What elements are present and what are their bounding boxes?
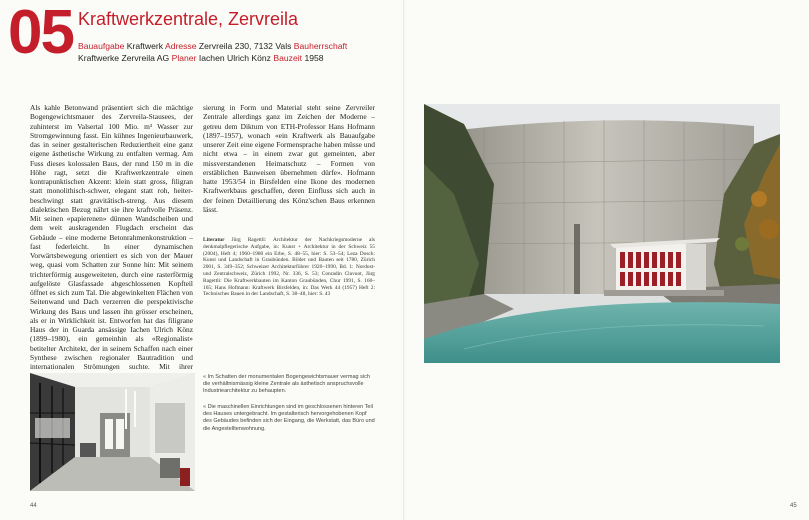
page-gutter: [403, 0, 405, 520]
meta-value: Iachen Ulrich Könz: [198, 53, 271, 63]
meta-key: Bauzeit: [273, 53, 303, 63]
building-facts: [78, 40, 378, 64]
literature-label: Literatur: [203, 237, 225, 243]
chapter-number: 05: [8, 0, 73, 67]
body-text-column-2: sierung in Form und Material steht seine Zervreiler Zentrale allerdings ganz im Zeichen der Moderne – getreu dem Diktum von ETH-Professor Hans Hofmann (1897–1957), wonach «ein Kraftwerk als Bauaufgabe unserer Zeit eine eigene Formensprache haben müsse und nicht etwa – in einem zwar gut gemeinten, aber missverstandenen Heimatschutz – Formen von erstäblichen Bauweisen übernehmen dürfe». Hofmann hatte 1953/54 in Birsfelden eine Ikone des modernen Kraftwerkbaus geschaffen, deren Einfluss sich auch in der feinen Detaillierung des Könz'schen Baus erkennen lässt.: [203, 103, 375, 214]
caption-1: « Im Schatten der monumentalen Bogengewichtsmauer vermag sich die verhältnismässig kleine Zentrale als ästhetisch anspruchsvolle Industriearchitektur zu behaupten.: [203, 374, 370, 395]
meta-value: Kraftwerk: [126, 41, 164, 51]
meta-value: 1958: [304, 53, 324, 63]
page-number-left: 44: [30, 503, 37, 509]
meta-value: Kraftwerke Zervreila AG: [78, 53, 170, 63]
meta-key: Adresse: [164, 41, 197, 51]
literature-text: Jürg Ragettli: Architektur der Nachkriegsmoderne als denkmalpflegerische Aufgabe, in: Kunst + Architektur in der Schweiz 55 (2004), Heft 4; 1960–1980 ein Erbe, S. 48–55, hier: S. 53–54; Leza Dosch: Kunst und Landschaft in Graubünden. Bilder und Bauten seit 1780, Zürich 2001, S. 349–352; Schweizer Architekturführer 1920–1990, Bd. 1: Nordost- und Zentralschweiz, Zürich 1992, Nr. 336, S. 53; Conradin Clavuot, Jürg Ragettli: Die Kraftwerkbauten im Kanton Graubünden, Chur 1991, S. 160–165; Hans Hofmann: Kraftwerk Birsfelden, in: Das Werk 44 (1957) Heft 2: Technisches Bauen in der Landschaft, S. 38–48, hier: S. 43: [203, 237, 375, 298]
caption-2: « Die maschinellen Einrichtungen sind im geschlossenen hinteren Teil des Hauses untergebracht. Im gestalterisch hervorgehobenen Kopf des Gebäudes befinden sich der Eingang, die Werkstatt, das Büro und die Angestelltenwohnung.: [203, 404, 375, 432]
meta-value: Zervreila 230, 7132 Vals: [198, 41, 292, 51]
page-number-right: 45: [790, 503, 797, 509]
meta-key: Bauaufgabe: [78, 41, 125, 51]
page-title: Kraftwerkzentrale, Zervreila: [78, 9, 299, 29]
meta-key: Planer: [171, 53, 197, 63]
body-text-column-1: Als kahle Betonwand präsentiert sich die mächtige Bogengewichtsmauer des Zervreila-Stausees, der zuhinterst im Valsertal 100 Mio. m³ Wasser zur Stromgewinnung fasst. Ein kühnes Ingenieurbauwerk, das in seiner gestalterischen Reduziertheit eine ganz eigene ästhetische Wirkung zu entfalten vermag. Am Fuss dieses kolossalen Baus, der rund 150 m in die Höhe ragt, setzt die Kraftwerkzentrale einen kontrapunktischen Akzent: klein statt gross, filigran statt monolithisch-schwer, elegant statt roh, heiter-beschwingt statt gravitätisch-streng. Aus diesem dialektischen Bezug nährt sie ihre kraftvolle Präsenz. Mit seinen «papierenen» dünnen Wandscheiben und dem weit auskragenden Flugdach erscheint das Gebäude – eine moderne Betonrahmenkonstruktion – fast federleicht. In einer dynamischen Vorwärtsbewegung orientiert es sich von der Mauer weg, quasi vom Schatten zur Sonne hin: Mit seinem trichterförmig ausgeweiteten, durch eine rasterförmig aufgelöste Glasfassade abgeschlossenen Kopfteil öffnet es sich zum Tal. Die abgewinkelten Flächen von Seitenwand und Dach verzerren die perspektivische Wirkung des Baus und lassen ihn grösser erscheinen, als er in Wirklichkeit ist. Entworfen hat das filigrane Haus der in Guarda ansässige Iachen Ulrich Könz (1899–1980), ein gemeinhin als «Regionalist» betitelter Architekt, der in seinem Schaffen nach einer Synthese zwischen regionaler Bautradition und internationalen Strömungen suchte. Mit ihrer: [30, 103, 193, 371]
interior-photo: [30, 373, 195, 491]
meta-key: Bauherrschaft: [293, 41, 348, 51]
dam-photo: [424, 104, 780, 363]
literature-note: [203, 237, 375, 298]
